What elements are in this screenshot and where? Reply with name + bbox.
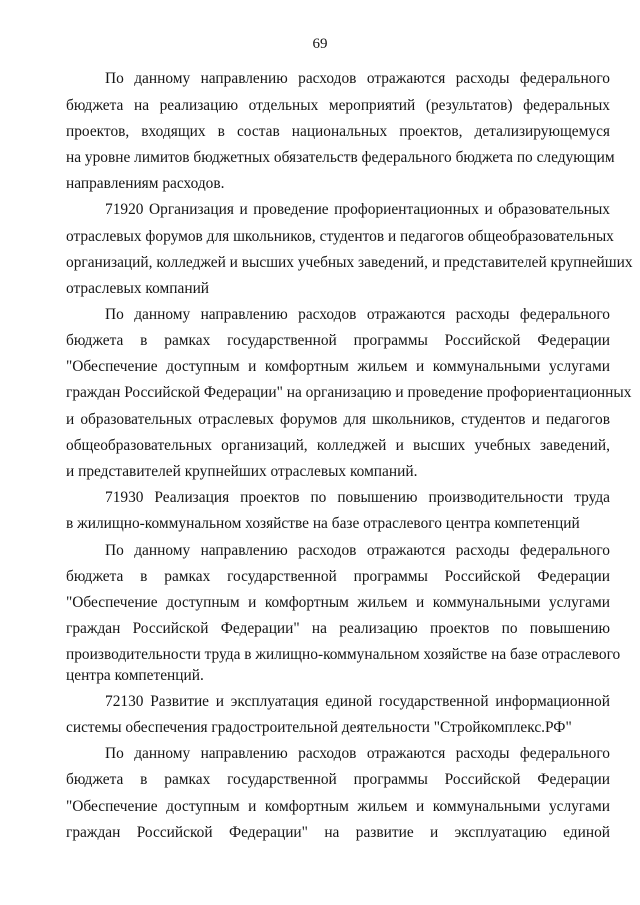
text-line: бюджета в рамках государственной программы Российской Федерации bbox=[66, 568, 610, 585]
text-line: "Обеспечение доступным и комфортным жильем и коммунальными услугами bbox=[66, 358, 610, 375]
text-line: По данному направлению расходов отражаются расходы федерального bbox=[105, 70, 610, 87]
text-line: производительности труда в жилищно-коммунальном хозяйстве на базе отраслевого bbox=[66, 646, 621, 663]
text-line: и образовательных отраслевых форумов для школьников, студентов и педагогов bbox=[66, 411, 610, 428]
text-line: По данному направлению расходов отражаются расходы федерального bbox=[105, 306, 610, 323]
text-line: бюджета на реализацию отдельных мероприятий (результатов) федеральных bbox=[66, 97, 610, 114]
page-number: 69 bbox=[312, 36, 328, 52]
text-line: "Обеспечение доступным и комфортным жильем и коммунальными услугами bbox=[66, 798, 610, 815]
text-line: на уровне лимитов бюджетных обязательств федерального бюджета по следующим bbox=[66, 149, 615, 166]
text-line: бюджета в рамках государственной программы Российской Федерации bbox=[66, 771, 610, 788]
text-line: По данному направлению расходов отражаются расходы федерального bbox=[105, 745, 610, 762]
text-line: направлениям расходов. bbox=[66, 175, 225, 192]
text-line: граждан Российской Федерации" на развитие и эксплуатацию единой bbox=[66, 824, 610, 841]
text-line: отраслевых форумов для школьников, студентов и педагогов общеобразовательных bbox=[66, 228, 614, 245]
text-line: По данному направлению расходов отражаются расходы федерального bbox=[105, 542, 610, 559]
text-line: бюджета в рамках государственной программы Российской Федерации bbox=[66, 332, 610, 349]
text-line: "Обеспечение доступным и комфортным жильем и коммунальными услугами bbox=[66, 594, 610, 611]
text-line: в жилищно-коммунальном хозяйстве на базе отраслевого центра компетенций bbox=[66, 515, 580, 532]
text-line: граждан Российской Федерации" на организацию и проведение профориентационных bbox=[66, 384, 632, 401]
text-line: общеобразовательных организаций, колледжей и высших учебных заведений, bbox=[66, 437, 610, 454]
text-line: граждан Российской Федерации" на реализацию проектов по повышению bbox=[66, 620, 610, 637]
text-line: организаций, колледжей и высших учебных заведений, и представителей крупнейших bbox=[66, 254, 633, 271]
text-line: отраслевых компаний bbox=[66, 280, 210, 297]
text-line: проектов, входящих в состав национальных проектов, детализирующемуся bbox=[66, 123, 610, 140]
text-line: и представителей крупнейших отраслевых компаний. bbox=[66, 463, 418, 480]
text-line: системы обеспечения градостроительной деятельности "Стройкомплекс.РФ" bbox=[66, 719, 572, 736]
text-line: 72130 Развитие и эксплуатация единой государственной информационной bbox=[105, 693, 610, 710]
text-line: 71930 Реализация проектов по повышению производительности труда bbox=[105, 489, 610, 506]
text-line: 71920 Организация и проведение профориентационных и образовательных bbox=[105, 201, 610, 218]
text-line: центра компетенций. bbox=[66, 667, 204, 684]
